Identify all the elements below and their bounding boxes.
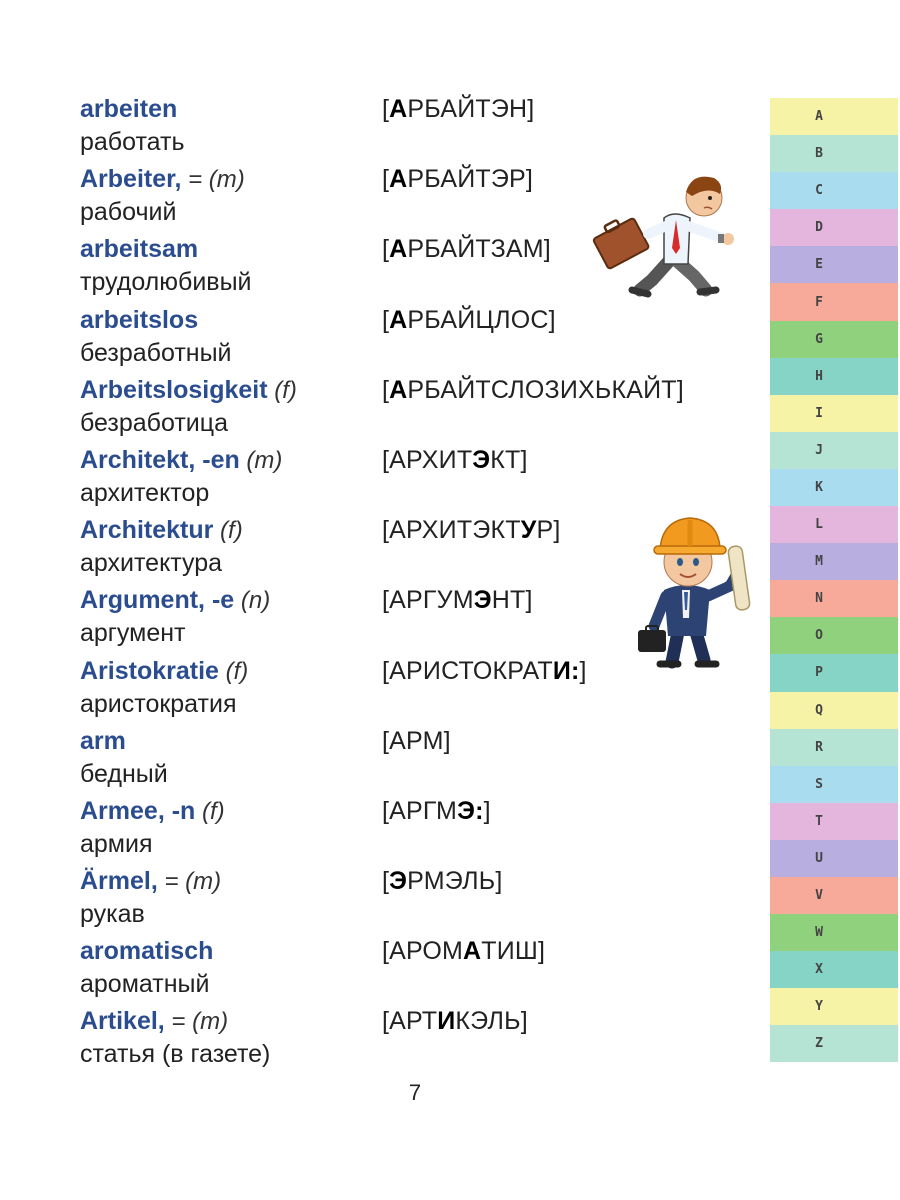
alphabet-tab-z[interactable]: Z (770, 1025, 898, 1062)
alphabet-tab-m[interactable]: M (770, 543, 898, 580)
entry-word (80, 513, 243, 548)
entry-word (80, 934, 213, 969)
pronunciation-stress: Э: (457, 796, 484, 825)
dictionary-entry (80, 724, 760, 794)
pronunciation-part: [ (382, 95, 390, 123)
pronunciation-stress: А (389, 375, 408, 404)
pronunciation-part: РМЭЛЬ] (407, 867, 503, 896)
entry-headword: Arbeitslosigkeit (80, 375, 268, 404)
pronunciation-part: [АРОМ (382, 937, 464, 966)
entry-headword: aromatisch (80, 937, 214, 966)
pronunciation-part: ] (483, 796, 491, 825)
pronunciation-part: КТ] (490, 445, 528, 474)
pronunciation-stress: А (389, 235, 408, 264)
entry-grammar: = (m) (181, 166, 245, 194)
dictionary-entry (80, 443, 760, 513)
alphabet-tab-b[interactable]: B (770, 135, 898, 172)
pronunciation-part: [АРГМ (382, 796, 458, 825)
pronunciation-part: КЭЛЬ] (455, 1007, 528, 1036)
pronunciation-stress: А (389, 305, 408, 334)
entry-headword: Architekt, -en (80, 445, 240, 474)
dictionary-entry (80, 92, 760, 162)
entry-pronunciation (382, 864, 502, 898)
alphabet-tab-f[interactable]: F (770, 283, 898, 320)
pronunciation-part: РБАЙТЭН] (407, 95, 535, 123)
pronunciation-stress: Э (389, 867, 408, 896)
pronunciation-part: РБАЙЦЛОС] (407, 305, 556, 334)
entry-word (80, 92, 177, 127)
entry-translation: безработный (80, 338, 232, 367)
entry-grammar: (m) (239, 446, 283, 474)
entry-pronunciation (382, 794, 491, 828)
entry-grammar: = (m) (157, 868, 222, 896)
entry-grammar: (f) (195, 797, 225, 825)
entry-word (80, 303, 198, 338)
alphabet-tab-v[interactable]: V (770, 877, 898, 914)
entry-word (80, 232, 198, 267)
alphabet-index (770, 98, 898, 1062)
alphabet-tab-l[interactable]: L (770, 506, 898, 543)
entry-pronunciation (382, 654, 587, 688)
entry-headword: Aristokratie (80, 656, 219, 685)
entry-headword: arbeiten (80, 95, 178, 123)
alphabet-tab-u[interactable]: U (770, 840, 898, 877)
pronunciation-part: ТИШ] (481, 937, 546, 966)
entry-headword: Arbeiter, (80, 165, 182, 194)
pronunciation-part: [АРТ (382, 1007, 438, 1036)
alphabet-tab-w[interactable]: W (770, 914, 898, 951)
pronunciation-part: РБАЙТЗАМ] (407, 235, 551, 264)
alphabet-tab-r[interactable]: R (770, 729, 898, 766)
pronunciation-part: РБАЙТСЛОЗИХЬКАЙТ] (407, 375, 684, 404)
alphabet-tab-c[interactable]: C (770, 172, 898, 209)
alphabet-tab-q[interactable]: Q (770, 692, 898, 729)
alphabet-tab-d[interactable]: D (770, 209, 898, 246)
entry-grammar: (f) (267, 376, 297, 404)
entry-translation: архитектура (80, 549, 223, 578)
entry-translation: аристократия (80, 689, 237, 718)
entry-headword: Armee, -n (80, 796, 196, 825)
alphabet-tab-i[interactable]: I (770, 395, 898, 432)
pronunciation-part: [ (382, 867, 390, 896)
pronunciation-stress: Э (472, 445, 491, 474)
entry-word (80, 724, 126, 759)
entry-pronunciation (382, 934, 545, 968)
alphabet-tab-g[interactable]: G (770, 321, 898, 358)
alphabet-tab-k[interactable]: K (770, 469, 898, 506)
pronunciation-stress: У (520, 516, 537, 545)
alphabet-tab-s[interactable]: S (770, 766, 898, 803)
entry-translation: армия (80, 829, 153, 858)
pronunciation-part: [АРГУМ (382, 586, 474, 615)
pronunciation-stress: Э (473, 586, 492, 615)
entry-translation: бедный (80, 759, 168, 788)
entry-translation: рабочий (80, 198, 177, 227)
entry-headword: Architektur (80, 516, 214, 545)
page-number: 7 (408, 1080, 422, 1105)
entry-pronunciation (382, 373, 684, 407)
pronunciation-part: [АРМ] (382, 726, 451, 755)
pronunciation-stress: А (389, 165, 408, 194)
alphabet-tab-y[interactable]: Y (770, 988, 898, 1025)
entry-translation: работать (80, 128, 185, 156)
dictionary-entry (80, 1004, 760, 1074)
pronunciation-part: [АРХИТЭКТ (382, 516, 521, 545)
pronunciation-part: [АРИСТОКРАТ (382, 656, 553, 685)
entry-grammar: (n) (234, 587, 271, 615)
pronunciation-part: [ (382, 165, 390, 194)
entry-word (80, 373, 297, 408)
entry-translation: ароматный (80, 970, 210, 999)
entry-word (80, 654, 248, 689)
pronunciation-stress: И (437, 1007, 456, 1036)
pronunciation-part: [ (382, 235, 390, 264)
entry-word (80, 864, 221, 899)
entry-translation: безработица (80, 408, 228, 437)
alphabet-tab-p[interactable]: P (770, 654, 898, 691)
dictionary-entry (80, 303, 760, 373)
entry-grammar: (f) (213, 517, 243, 545)
dictionary-entry (80, 934, 760, 1004)
entry-word (80, 443, 282, 478)
entry-pronunciation (382, 1004, 528, 1038)
pronunciation-stress: А (463, 937, 482, 966)
entry-pronunciation (382, 443, 528, 477)
pronunciation-part: РБАЙТЭР] (407, 165, 534, 194)
entry-headword: Ärmel, (80, 867, 158, 896)
pronunciation-part: [ (382, 305, 390, 334)
alphabet-tab-n[interactable]: N (770, 580, 898, 617)
pronunciation-part: ] (579, 656, 587, 685)
alphabet-tab-o[interactable]: O (770, 617, 898, 654)
entry-pronunciation (382, 232, 551, 266)
entry-grammar: = (m) (164, 1008, 229, 1036)
pronunciation-part: [АРХИТ (382, 445, 473, 474)
entry-pronunciation (382, 92, 534, 126)
entry-word (80, 794, 225, 829)
entry-translation: рукав (80, 900, 145, 929)
entry-translation: аргумент (80, 619, 186, 648)
dictionary-entry (80, 864, 760, 934)
entry-headword: arm (80, 726, 126, 755)
pronunciation-stress: А (389, 95, 408, 123)
entry-translation: трудолюбивый (80, 268, 252, 297)
pronunciation-part: [ (382, 375, 390, 404)
entry-headword: arbeitslos (80, 305, 199, 334)
pronunciation-stress: И: (552, 656, 580, 685)
entry-grammar: (f) (218, 657, 249, 685)
entry-pronunciation (382, 303, 556, 337)
entry-word (80, 583, 270, 618)
entry-word (80, 1004, 228, 1039)
alphabet-tab-j[interactable]: J (770, 432, 898, 469)
entry-pronunciation (382, 162, 533, 196)
entry-pronunciation (382, 724, 451, 758)
entry-headword: arbeitsam (80, 235, 199, 264)
dictionary-entry (80, 373, 760, 443)
entry-pronunciation (382, 513, 561, 547)
pronunciation-part: Р] (536, 516, 561, 545)
pronunciation-part: НТ] (491, 586, 533, 615)
entry-translation: статья (в газете) (80, 1040, 271, 1069)
alphabet-tab-e[interactable]: E (770, 246, 898, 283)
architect-icon (634, 506, 756, 672)
alphabet-tab-a[interactable]: A (770, 98, 898, 135)
running-worker-icon (592, 168, 752, 300)
entry-word (80, 162, 245, 197)
alphabet-tab-x[interactable]: X (770, 951, 898, 988)
entry-translation: архитектор (80, 478, 210, 507)
entry-headword: Argument, -e (80, 586, 235, 615)
entry-pronunciation (382, 583, 533, 617)
alphabet-tab-h[interactable]: H (770, 358, 898, 395)
entry-headword: Artikel, (80, 1007, 165, 1036)
alphabet-tab-t[interactable]: T (770, 803, 898, 840)
dictionary-entry (80, 794, 760, 864)
